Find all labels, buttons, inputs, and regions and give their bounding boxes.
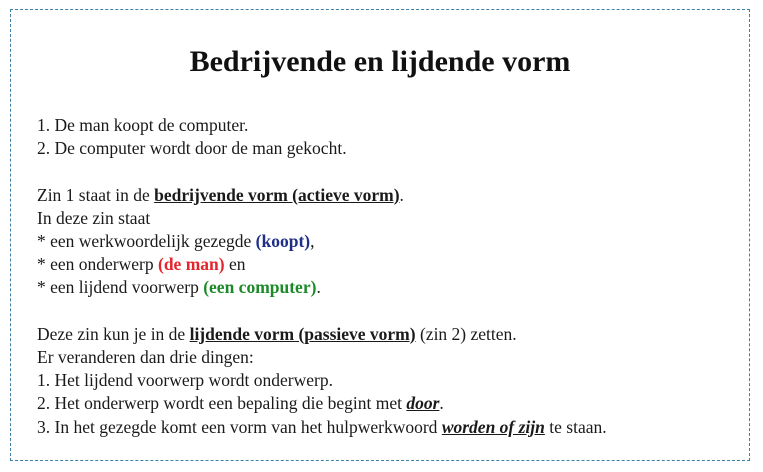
change-step-1: 1. Het lijdend voorwerp wordt onderwerp. [37,370,333,391]
passive-voice-intro [37,323,737,346]
passive-voice-intro-prefix: Deze zin kun je in de [37,323,190,344]
keyword-door: door [406,393,440,414]
page-title: Bedrijvende en lijdende vorm [189,45,571,78]
active-voice-lead: In deze zin staat [37,207,151,228]
active-voice-intro-prefix: Zin 1 staat in de [37,184,155,205]
keyword-worden-of-zijn: worden of zijn [441,416,545,437]
component-object [37,276,737,299]
lesson-card [10,9,750,461]
paragraph-spacer [37,160,737,183]
component-subject-suffix: en [224,254,246,275]
paragraph-spacer [37,300,737,323]
component-object-value: (een computer) [203,277,317,298]
change-step-3-suffix: te staan. [544,416,607,437]
passive-voice-intro-suffix: (zin 2) zetten. [415,323,517,344]
changes-lead: Er veranderen dan drie dingen: [37,347,254,367]
component-subject-label: * een onderwerp [37,254,158,275]
change-step-3-text: 3. In het gezegde komt een vorm van het hulpwerkwoord [37,416,442,437]
active-voice-intro [37,184,737,207]
active-voice-intro-suffix: . [399,184,404,205]
component-verb-value: (koopt) [255,231,311,251]
component-subject [37,253,737,276]
example-sentence-2: 2. De computer wordt door de man gekocht. [37,138,347,159]
component-verb-label: * een werkwoordelijk gezegde [37,231,256,251]
passive-voice-term: lijdende vorm (passieve vorm) [189,323,416,344]
change-step-2-text: 2. Het onderwerp wordt een bepaling die begint met [37,393,407,414]
change-step-2-suffix: . [439,393,444,414]
component-verb [37,230,737,253]
component-object-suffix: . [316,277,321,298]
component-object-label: * een lijdend voorwerp [37,277,204,298]
component-verb-suffix: , [310,231,315,251]
example-sentence-1: 1. De man koopt de computer. [37,115,249,135]
lesson-body [37,114,737,439]
active-voice-term: bedrijvende vorm (actieve vorm) [154,184,400,205]
component-subject-value: (de man) [158,254,225,275]
change-step-3 [37,416,737,439]
change-step-2 [37,392,737,415]
